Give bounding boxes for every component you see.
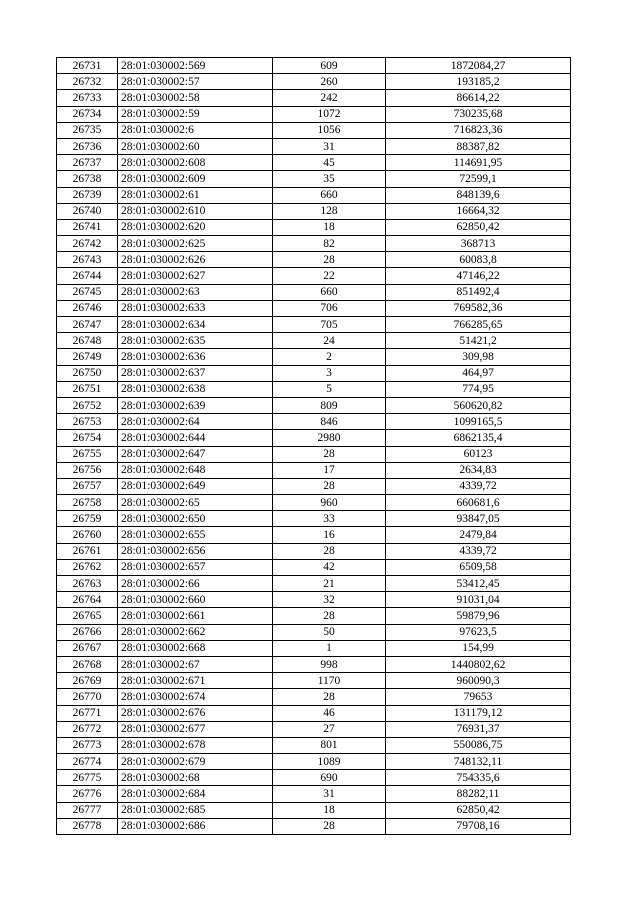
area-cell: 27 xyxy=(273,721,386,737)
row-number-cell: 26766 xyxy=(57,624,118,640)
value-cell: 72599,1 xyxy=(386,171,571,187)
cadastral-number-cell: 28:01:030002:655 xyxy=(118,527,273,543)
row-number-cell: 26772 xyxy=(57,721,118,737)
value-cell: 79708,16 xyxy=(386,818,571,834)
row-number-cell: 26765 xyxy=(57,608,118,624)
row-number-cell: 26750 xyxy=(57,365,118,381)
table-row xyxy=(57,656,571,672)
row-number-cell: 26740 xyxy=(57,203,118,219)
table-row xyxy=(57,203,571,219)
table-row xyxy=(57,90,571,106)
cadastral-number-cell: 28:01:030002:609 xyxy=(118,171,273,187)
area-cell: 31 xyxy=(273,786,386,802)
area-cell: 32 xyxy=(273,592,386,608)
value-cell: 4339,72 xyxy=(386,478,571,494)
value-cell: 1440802,62 xyxy=(386,656,571,672)
cadastral-number-cell: 28:01:030002:686 xyxy=(118,818,273,834)
table-row xyxy=(57,478,571,494)
table-row xyxy=(57,252,571,268)
table-row xyxy=(57,414,571,430)
cadastral-number-cell: 28:01:030002:67 xyxy=(118,656,273,672)
area-cell: 1170 xyxy=(273,673,386,689)
area-cell: 2980 xyxy=(273,430,386,446)
area-cell: 42 xyxy=(273,559,386,575)
cadastral-number-cell: 28:01:030002:637 xyxy=(118,365,273,381)
row-number-cell: 26735 xyxy=(57,122,118,138)
row-number-cell: 26746 xyxy=(57,300,118,316)
cadastral-number-cell: 28:01:030002:656 xyxy=(118,543,273,559)
area-cell: 46 xyxy=(273,705,386,721)
table-row xyxy=(57,187,571,203)
row-number-cell: 26759 xyxy=(57,511,118,527)
table-row xyxy=(57,818,571,834)
table-row xyxy=(57,219,571,235)
value-cell: 848139,6 xyxy=(386,187,571,203)
row-number-cell: 26731 xyxy=(57,58,118,74)
cadastral-number-cell: 28:01:030002:625 xyxy=(118,236,273,252)
area-cell: 846 xyxy=(273,414,386,430)
value-cell: 1099165,5 xyxy=(386,414,571,430)
cadastral-number-cell: 28:01:030002:610 xyxy=(118,203,273,219)
table-row xyxy=(57,737,571,753)
value-cell: 748132,11 xyxy=(386,754,571,770)
row-number-cell: 26749 xyxy=(57,349,118,365)
value-cell: 6862135,4 xyxy=(386,430,571,446)
area-cell: 960 xyxy=(273,495,386,511)
table-row xyxy=(57,268,571,284)
table-row xyxy=(57,673,571,689)
value-cell: 62850,42 xyxy=(386,802,571,818)
cadastral-number-cell: 28:01:030002:57 xyxy=(118,74,273,90)
cadastral-number-cell: 28:01:030002:569 xyxy=(118,58,273,74)
value-cell: 769582,36 xyxy=(386,300,571,316)
row-number-cell: 26732 xyxy=(57,74,118,90)
row-number-cell: 26736 xyxy=(57,138,118,154)
row-number-cell: 26760 xyxy=(57,527,118,543)
cadastral-number-cell: 28:01:030002:679 xyxy=(118,754,273,770)
cadastral-number-cell: 28:01:030002:661 xyxy=(118,608,273,624)
value-cell: 309,98 xyxy=(386,349,571,365)
value-cell: 88387,82 xyxy=(386,138,571,154)
cadastral-number-cell: 28:01:030002:61 xyxy=(118,187,273,203)
area-cell: 28 xyxy=(273,252,386,268)
cadastral-number-cell: 28:01:030002:66 xyxy=(118,576,273,592)
area-cell: 809 xyxy=(273,397,386,413)
row-number-cell: 26769 xyxy=(57,673,118,689)
value-cell: 660681,6 xyxy=(386,495,571,511)
value-cell: 60083,8 xyxy=(386,252,571,268)
row-number-cell: 26745 xyxy=(57,284,118,300)
value-cell: 53412,45 xyxy=(386,576,571,592)
area-cell: 242 xyxy=(273,90,386,106)
cadastral-table xyxy=(56,57,571,835)
area-cell: 1 xyxy=(273,640,386,656)
value-cell: 4339,72 xyxy=(386,543,571,559)
row-number-cell: 26748 xyxy=(57,333,118,349)
cadastral-number-cell: 28:01:030002:608 xyxy=(118,155,273,171)
table-row xyxy=(57,236,571,252)
cadastral-number-cell: 28:01:030002:638 xyxy=(118,381,273,397)
area-cell: 17 xyxy=(273,462,386,478)
area-cell: 35 xyxy=(273,171,386,187)
table-row xyxy=(57,640,571,656)
table-row xyxy=(57,689,571,705)
area-cell: 690 xyxy=(273,770,386,786)
area-cell: 45 xyxy=(273,155,386,171)
value-cell: 47146,22 xyxy=(386,268,571,284)
area-cell: 1056 xyxy=(273,122,386,138)
table-body xyxy=(57,58,571,835)
value-cell: 716823,36 xyxy=(386,122,571,138)
cadastral-number-cell: 28:01:030002:685 xyxy=(118,802,273,818)
value-cell: 79653 xyxy=(386,689,571,705)
area-cell: 705 xyxy=(273,317,386,333)
area-cell: 16 xyxy=(273,527,386,543)
table-row xyxy=(57,705,571,721)
area-cell: 18 xyxy=(273,219,386,235)
area-cell: 31 xyxy=(273,138,386,154)
value-cell: 464,97 xyxy=(386,365,571,381)
cadastral-number-cell: 28:01:030002:671 xyxy=(118,673,273,689)
cadastral-number-cell: 28:01:030002:660 xyxy=(118,592,273,608)
cadastral-number-cell: 28:01:030002:649 xyxy=(118,478,273,494)
area-cell: 660 xyxy=(273,187,386,203)
value-cell: 91031,04 xyxy=(386,592,571,608)
area-cell: 28 xyxy=(273,478,386,494)
row-number-cell: 26774 xyxy=(57,754,118,770)
table-row xyxy=(57,122,571,138)
row-number-cell: 26773 xyxy=(57,737,118,753)
value-cell: 960090,3 xyxy=(386,673,571,689)
row-number-cell: 26739 xyxy=(57,187,118,203)
value-cell: 131179,12 xyxy=(386,705,571,721)
row-number-cell: 26741 xyxy=(57,219,118,235)
row-number-cell: 26768 xyxy=(57,656,118,672)
cadastral-number-cell: 28:01:030002:60 xyxy=(118,138,273,154)
row-number-cell: 26777 xyxy=(57,802,118,818)
row-number-cell: 26734 xyxy=(57,106,118,122)
row-number-cell: 26738 xyxy=(57,171,118,187)
cadastral-number-cell: 28:01:030002:636 xyxy=(118,349,273,365)
value-cell: 86614,22 xyxy=(386,90,571,106)
value-cell: 88282,11 xyxy=(386,786,571,802)
area-cell: 801 xyxy=(273,737,386,753)
area-cell: 706 xyxy=(273,300,386,316)
cadastral-number-cell: 28:01:030002:635 xyxy=(118,333,273,349)
row-number-cell: 26752 xyxy=(57,397,118,413)
cadastral-number-cell: 28:01:030002:684 xyxy=(118,786,273,802)
cadastral-number-cell: 28:01:030002:650 xyxy=(118,511,273,527)
row-number-cell: 26767 xyxy=(57,640,118,656)
row-number-cell: 26758 xyxy=(57,495,118,511)
cadastral-number-cell: 28:01:030002:58 xyxy=(118,90,273,106)
cadastral-number-cell: 28:01:030002:620 xyxy=(118,219,273,235)
table-row xyxy=(57,138,571,154)
row-number-cell: 26753 xyxy=(57,414,118,430)
table-row xyxy=(57,511,571,527)
cadastral-number-cell: 28:01:030002:639 xyxy=(118,397,273,413)
row-number-cell: 26742 xyxy=(57,236,118,252)
table-row xyxy=(57,770,571,786)
area-cell: 50 xyxy=(273,624,386,640)
area-cell: 1072 xyxy=(273,106,386,122)
area-cell: 5 xyxy=(273,381,386,397)
table-row xyxy=(57,559,571,575)
table-row xyxy=(57,397,571,413)
area-cell: 22 xyxy=(273,268,386,284)
row-number-cell: 26747 xyxy=(57,317,118,333)
cadastral-number-cell: 28:01:030002:63 xyxy=(118,284,273,300)
table-row xyxy=(57,106,571,122)
value-cell: 2634,83 xyxy=(386,462,571,478)
value-cell: 754335,6 xyxy=(386,770,571,786)
value-cell: 154,99 xyxy=(386,640,571,656)
area-cell: 28 xyxy=(273,818,386,834)
cadastral-number-cell: 28:01:030002:64 xyxy=(118,414,273,430)
row-number-cell: 26757 xyxy=(57,478,118,494)
value-cell: 51421,2 xyxy=(386,333,571,349)
table-row xyxy=(57,74,571,90)
cadastral-number-cell: 28:01:030002:677 xyxy=(118,721,273,737)
cadastral-number-cell: 28:01:030002:6 xyxy=(118,122,273,138)
table-row xyxy=(57,58,571,74)
value-cell: 93847,05 xyxy=(386,511,571,527)
row-number-cell: 26737 xyxy=(57,155,118,171)
row-number-cell: 26751 xyxy=(57,381,118,397)
table-row xyxy=(57,527,571,543)
area-cell: 2 xyxy=(273,349,386,365)
cadastral-number-cell: 28:01:030002:633 xyxy=(118,300,273,316)
table-row xyxy=(57,349,571,365)
area-cell: 28 xyxy=(273,446,386,462)
cadastral-number-cell: 28:01:030002:676 xyxy=(118,705,273,721)
table-row xyxy=(57,462,571,478)
value-cell: 774,95 xyxy=(386,381,571,397)
row-number-cell: 26775 xyxy=(57,770,118,786)
row-number-cell: 26778 xyxy=(57,818,118,834)
table-row xyxy=(57,608,571,624)
area-cell: 660 xyxy=(273,284,386,300)
row-number-cell: 26743 xyxy=(57,252,118,268)
row-number-cell: 26763 xyxy=(57,576,118,592)
table-row xyxy=(57,543,571,559)
table-row xyxy=(57,446,571,462)
table-row xyxy=(57,155,571,171)
value-cell: 193185,2 xyxy=(386,74,571,90)
value-cell: 59879,96 xyxy=(386,608,571,624)
cadastral-number-cell: 28:01:030002:65 xyxy=(118,495,273,511)
table-row xyxy=(57,754,571,770)
area-cell: 3 xyxy=(273,365,386,381)
row-number-cell: 26733 xyxy=(57,90,118,106)
table-row xyxy=(57,576,571,592)
cadastral-number-cell: 28:01:030002:674 xyxy=(118,689,273,705)
row-number-cell: 26755 xyxy=(57,446,118,462)
row-number-cell: 26761 xyxy=(57,543,118,559)
area-cell: 609 xyxy=(273,58,386,74)
value-cell: 97623,5 xyxy=(386,624,571,640)
table-row xyxy=(57,317,571,333)
area-cell: 28 xyxy=(273,608,386,624)
row-number-cell: 26764 xyxy=(57,592,118,608)
cadastral-number-cell: 28:01:030002:627 xyxy=(118,268,273,284)
value-cell: 76931,37 xyxy=(386,721,571,737)
value-cell: 1872084,27 xyxy=(386,58,571,74)
cadastral-number-cell: 28:01:030002:647 xyxy=(118,446,273,462)
cadastral-number-cell: 28:01:030002:668 xyxy=(118,640,273,656)
table-row xyxy=(57,802,571,818)
row-number-cell: 26762 xyxy=(57,559,118,575)
area-cell: 33 xyxy=(273,511,386,527)
table-row xyxy=(57,381,571,397)
cadastral-number-cell: 28:01:030002:648 xyxy=(118,462,273,478)
table-row xyxy=(57,284,571,300)
cadastral-number-cell: 28:01:030002:657 xyxy=(118,559,273,575)
table-row xyxy=(57,495,571,511)
table-row xyxy=(57,300,571,316)
value-cell: 60123 xyxy=(386,446,571,462)
area-cell: 1089 xyxy=(273,754,386,770)
area-cell: 21 xyxy=(273,576,386,592)
value-cell: 766285,65 xyxy=(386,317,571,333)
table-row xyxy=(57,624,571,640)
cadastral-number-cell: 28:01:030002:634 xyxy=(118,317,273,333)
value-cell: 368713 xyxy=(386,236,571,252)
value-cell: 851492,4 xyxy=(386,284,571,300)
value-cell: 114691,95 xyxy=(386,155,571,171)
value-cell: 16664,32 xyxy=(386,203,571,219)
row-number-cell: 26756 xyxy=(57,462,118,478)
table-row xyxy=(57,592,571,608)
area-cell: 260 xyxy=(273,74,386,90)
value-cell: 2479,84 xyxy=(386,527,571,543)
value-cell: 6509,58 xyxy=(386,559,571,575)
value-cell: 62850,42 xyxy=(386,219,571,235)
cadastral-number-cell: 28:01:030002:644 xyxy=(118,430,273,446)
value-cell: 560620,82 xyxy=(386,397,571,413)
row-number-cell: 26771 xyxy=(57,705,118,721)
table-row xyxy=(57,171,571,187)
area-cell: 24 xyxy=(273,333,386,349)
row-number-cell: 26744 xyxy=(57,268,118,284)
cadastral-number-cell: 28:01:030002:626 xyxy=(118,252,273,268)
area-cell: 28 xyxy=(273,689,386,705)
cadastral-number-cell: 28:01:030002:59 xyxy=(118,106,273,122)
row-number-cell: 26776 xyxy=(57,786,118,802)
area-cell: 18 xyxy=(273,802,386,818)
table-row xyxy=(57,786,571,802)
table-row xyxy=(57,430,571,446)
value-cell: 730235,68 xyxy=(386,106,571,122)
cadastral-number-cell: 28:01:030002:68 xyxy=(118,770,273,786)
table-row xyxy=(57,365,571,381)
area-cell: 82 xyxy=(273,236,386,252)
row-number-cell: 26770 xyxy=(57,689,118,705)
cadastral-number-cell: 28:01:030002:678 xyxy=(118,737,273,753)
area-cell: 128 xyxy=(273,203,386,219)
area-cell: 998 xyxy=(273,656,386,672)
table-row xyxy=(57,333,571,349)
table-row xyxy=(57,721,571,737)
area-cell: 28 xyxy=(273,543,386,559)
cadastral-number-cell: 28:01:030002:662 xyxy=(118,624,273,640)
row-number-cell: 26754 xyxy=(57,430,118,446)
value-cell: 550086,75 xyxy=(386,737,571,753)
